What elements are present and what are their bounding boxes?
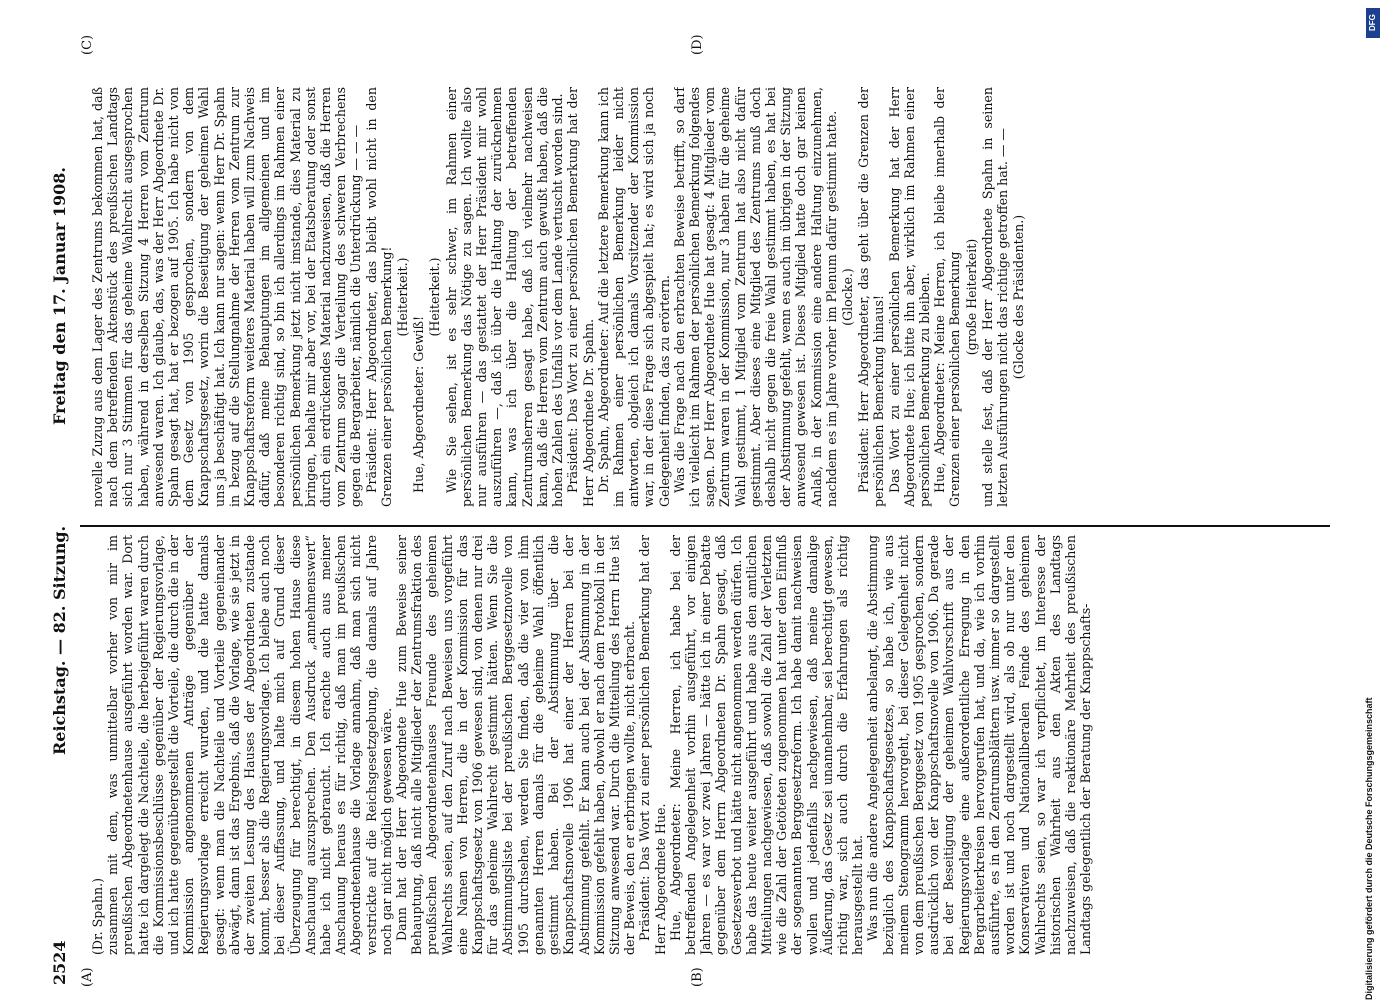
- reaction-note: (große Heiterkeit): [963, 238, 979, 356]
- paragraph: Dr. Spahn, Abgeordneter: Auf die letztere Bemerkung kann ich im Rahmen einer persönlichen Bemerkung leider nicht antworten, obgleich ich damals Vorsitzender der Kommission war, in der diese Frage sich abgespielt hat; es wird sich ja noch Gelegenheit finden, das zu erörtern.: [595, 87, 672, 507]
- credit-text: Digitalisierung gefördert durch die Deutsche Forschungsgemeinschaft: [1364, 697, 1374, 1000]
- digitization-credit: [1364, 697, 1380, 1000]
- paragraph: und stelle fest, daß der Herr Abgeordnete Spahn in seinen letzten Ausführungen nicht das richtige getroffen hat. — —: [979, 87, 1010, 507]
- page-number: 2524: [50, 940, 69, 985]
- paragraph: Hue, Abgeordneter: Meine Herren, ich habe bei der betreffenden Angelegenheit vorhin ausgeführt, vor einigen Jahren — es war vor zwei Jahren — hätte ich in einer Debatte gegenüber dem Herrn Abgeordneten Dr. Spahn gesagt, daß Gesetzesverbot und hätte nicht angenommen werden dürfen. Ich habe das heute weiter ausgeführt und habe aus den amtlichen Mitteilungen nachgewiesen, daß sowohl die Zahl der Verletzten wie die Zahl der Getöteten zugenommen hat unter dem Einfluß der sogenannten Berggesetzreform. Ich habe damit nachweisen wollen und jedenfalls nachgewiesen, daß meine damalige Äußerung, das Gesetz sei unannehmbar, sei berechtigt gewesen, richtig war, sich auch durch die Erfahrungen als richtig herausgestellt hat.: [667, 535, 866, 955]
- margin-marker-a: (A): [80, 967, 95, 987]
- paragraph: Wie Sie sehen, ist es sehr schwer, im Rahmen einer persönlichen Bemerkung das Nötige zu sagen. Ich wollte also nur ausführen — das gestattet der Herr Präsident mir wohl auszuführen —, daß ich über die Haltung der zurücknehmen kann, was ich über die Haltung der betreffenden Zentrumsherren gesagt habe, daß ich vielmehr nachweisen kann, daß die Herren vom Zentrum auch gewußt haben, daß die hohen Zahlen des Unfalls vor dem Lande vertuscht worden sind.: [443, 87, 566, 507]
- paragraph: Hue, Abgeordneter: Gewiß!: [411, 315, 427, 493]
- reaction-note: (Heiterkeit.): [395, 257, 411, 337]
- right-text-column: [90, 87, 1330, 507]
- header-left-title: Reichstag. — 82. Sitzung.: [50, 525, 69, 755]
- margin-marker-c: (C): [80, 34, 95, 55]
- paragraph: Das Wort zu einer persönlichen Bemerkung hat der Herr Abgeordnete Hue; ich bitte ihn aber, wirklich im Rahmen einer persönlichen Bemerkung zu bleiben.: [886, 87, 932, 507]
- paragraph: Dann hat der Herr Abgeordnete Hue zum Beweise seiner Behauptung, daß nicht alle Mitglieder der Zentrumsfraktion des preußischen Abgeordnetenhauses Freunde des geheimen Wahlrechts seien, auf den Zuruf nach Beweisen uns vorgeführt eine Namen von Herren, die in der Kommission für das Knappschaftsgesetz von 1906 gewesen sind, von denen nur drei für das geheime Wahlrecht gestimmt hätten. Wenn Sie die Abstimmungsliste bei der preußischen Berggesetznovelle von 1905 durchsehen, werden Sie finden, daß die vier von ihm genannten Herren damals für die geheime Wahl öffentlich gestimmt haben. Bei der Abstimmung über die Knappschaftsnovelle 1906 hat einer der Herren bei der Abstimmung gefehlt. Er kann auch bei der Abstimmung in der Kommission gefehlt haben, obwohl er nach dem Protokoll in der Sitzung anwesend war. Durch die Mitteilung des Herrn Hue ist der Beweis, den er erbringen wollte, nicht erbracht.: [394, 535, 638, 955]
- paragraph: Präsident: Das Wort zu einer persönlichen Bemerkung hat der Herr Abgeordnete Hue.: [637, 535, 668, 955]
- paragraph: Hue, Abgeordneter: Meine Herren, ich bleibe innerhalb der Grenzen einer persönlichen Bemerkung: [932, 87, 963, 507]
- paragraph: Was nun die andere Angelegenheit anbelangt, die Abstimmung bezüglich des Knappschaftsgesetzes, so habe ich, wie aus meinem Stenogramm hervorgeht, bei dieser Gelegenheit nicht von dem preußischen Berggesetz von 1905 gesprochen, sondern ausdrücklich von der Knappschaftsnovelle von 1906. Da gerade bei der Beseitigung der geheimen Wahlvorschrift aus der Regierungsvorlage eine außerordentliche Erregung in den Bergarbeiterkreisen hervorgerufen hat, und da, wie ich vorhin ausführte, es in den Zentrumsblättern usw. immer so dargestellt worden ist und noch dargestellt wird, als ob nur unter den Konservativen und Nationalliberalen Feinde des geheimen Wahlrechts seien, so war ich verpflichtet, im Interesse der historischen Wahrheit aus den Akten des Landtags nachzuweisen, daß die reaktionäre Mehrheit des preußischen Landtags gelegentlich der Beratung der Knappschafts-: [865, 535, 1094, 955]
- paragraph: novelle Zuzug aus dem Lager des Zentrums bekommen hat, daß nach dem betreffenden Aktenstück des preußischen Landtags sich nur 3 Stimmen für das geheime Wahlrecht ausgesprochen haben, während in derselben Sitzung 4 Herren vom Zentrum anwesend waren. Ich glaube, das, was der Herr Abgeordnete Dr. Spahn gesagt hat, hat er bezogen auf 1905. Ich habe nicht von dem Gesetz von 1905 gesprochen, sondern von dem Knappschaftsgesetz, worin die Beseitigung der geheimen Wahl uns ja beschäftigt hat. Ich kann nur sagen: wenn Herr Dr. Spahn in bezug auf die Stellungnahme der Herren vom Zentrum zur Knappschaftsreform weiteres Material haben will zum Nachweis dafür, daß meine Behauptungen im allgemeinen und im besonderen richtig sind, so bin ich allerdings im Rahmen einer persönlichen Bemerkung jetzt nicht imstande, dies Material zu bringen, behalte mir aber vor, bei der Etatsberatung oder sonst durch ein erdrückendes Material nachzuweisen, daß die Herren vom Zentrum sogar die Verteilung des schweren Verbrechens gegen die Bergarbeiter, nämlich die Unterdrückung — — —: [90, 87, 364, 507]
- paragraph: Präsident: Das Wort zu einer persönlichen Bemerkung hat der Herr Abgeordnete Dr. Spahn.: [565, 87, 596, 507]
- paragraph: Präsident: Herr Abgeordneter, das geht über die Grenzen der persönlichen Bemerkung hinaus!: [856, 87, 887, 507]
- reaction-note: (Glocke.): [839, 268, 855, 326]
- rotated-document-page: [50, 15, 1350, 985]
- paragraph: zusammen mit dem, was unmittelbar vorher von mir im preußischen Abgeordnetenhause ausgeführt worden war. Dort hatte ich dargelegt die Nachteile, die herbeigeführt waren durch die Kommissionsbeschlüsse gegenüber der Regierungsvorlage, und ich hatte gegenübergestellt die Vorteile, die durch die in der Kommission angenommenen Anträge gegenüber der Regierungsvorlage erreicht wurden, und die hatte damals gesagt: wenn man die Nachteile und Vorteile gegeneinander abwägt, dann ist das Ergebnis, daß die Vorlage, wie sie jetzt in der zweiten Lesung des Hauses der Abgeordneten zustande kommt, besser als die Regierungsvorlage. Ich bleibe auch noch bei dieser Auffassung, und halte mich auf Grund dieser Überzeugung für berechtigt, in diesem hohen Hause diese Anschauung auszusprechen. Den Ausdruck „annehmenswert“ habe ich nicht gebraucht. Ich erachte auch aus meiner Anschauung heraus es für richtig, daß man im preußischen Abgeordnetenhause die Vorlage annahm, daß man sich nicht verstrickte auf die Reichsgesetzgebung, die damals auf Jahre noch gar nicht möglich gewesen wäre.: [105, 535, 394, 955]
- speaker-tag: (Dr. Spahn.): [90, 878, 105, 955]
- dfg-logo: DFG: [1366, 8, 1380, 38]
- paragraph: Präsident: Herr Abgeordneter, das bleibt wohl nicht in den Grenzen einer persönlichen Bemerkung!: [363, 87, 394, 507]
- header-right-title: Freitag den 17. Januar 1908.: [50, 167, 69, 425]
- column-divider: [80, 525, 1330, 527]
- paragraph: Was die Frage nach den erbrachten Beweise betrifft, so darf ich vielleicht im Rahmen der persönlichen Bemerkung folgendes sagen. Der Herr Abgeordnete Hue hat gesagt: 4 Mitglieder vom Zentrum waren in der Kommission, nur 3 haben für die geheime Wahl gestimmt, 1 Mitglied vom Zentrum hat also nicht dafür gestimmt. Aber dieses eine Mitglied des Zentrums muß doch deshalb nicht gegen die freie Wahl gestimmt haben, es hat bei der Abstimmung gefehlt, wenn es auch im übrigen in der Sitzung anwesend gewesen ist. Dieses Mitglied hatte doch gar keinen Anlaß, in der Kommission eine andere Haltung einzunehmen, nachdem es im Jahre vorher im Plenum dafür gestimmt hatte.: [671, 87, 839, 507]
- reaction-note: (Glocke des Präsidenten.): [1011, 214, 1027, 380]
- page-header: [50, 15, 76, 985]
- margin-marker-b: (B): [690, 967, 705, 987]
- margin-marker-d: (D): [690, 34, 705, 55]
- reaction-note: (Heiterkeit.): [427, 257, 443, 337]
- left-text-column: [90, 535, 1330, 955]
